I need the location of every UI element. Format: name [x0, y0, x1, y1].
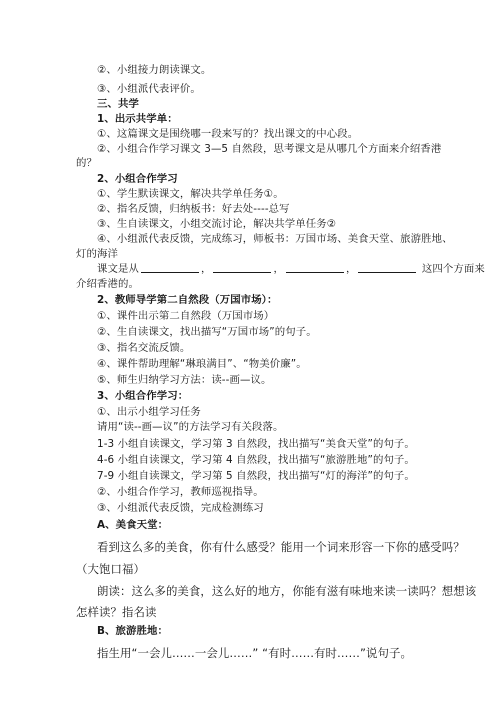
text-line: 1-3 小组自读课文，学习第 3 自然段，找出描写“美食天堂”的句子。	[97, 438, 415, 450]
text-line: ②、小组接力朗读课文。	[97, 64, 212, 76]
text-fragment: 课文是从	[97, 263, 139, 275]
subsection-heading: 2、小组合作学习	[97, 173, 178, 185]
subsection-heading: B、旅游胜地：	[97, 625, 168, 637]
text-fragment: 这四个方面来	[421, 263, 485, 275]
subsection-heading: 3、小组合作学习：	[97, 390, 189, 402]
text-line: ①、课件出示第二自然段（万国市场）	[97, 310, 275, 322]
section-heading: 三、共学	[97, 98, 139, 110]
subsection-heading: 1、出示共学单：	[97, 113, 178, 125]
text-line: 7-9 小组自读课文，学习第 5 自然段，找出描写“灯的海洋”的句子。	[97, 470, 415, 482]
text-line: ②、生自读课文，找出描写“万国市场”的句子。	[97, 326, 317, 338]
blank-1	[141, 262, 199, 273]
subsection-heading: A、美食天堂：	[97, 519, 169, 531]
text-line: ③、指名交流反馈。	[97, 342, 191, 354]
text-line: ⑤、师生归纳学习方法：读--画—议。	[97, 374, 272, 386]
text-line: ④、小组派代表反馈，完成练习，师板书：万国市场、美食天堂、旅游胜地、	[97, 233, 453, 245]
blank-2	[213, 262, 271, 273]
text-line: 灯的海洋	[76, 248, 118, 260]
text-line: ①、学生默读课文，解决共学单任务①。	[97, 188, 284, 200]
text-line: ③、生自读课文，小组交流讨论，解决共学单任务②	[97, 218, 337, 230]
fill-in-blank-line: 课文是从 ， ， ， 这四个方面来	[97, 263, 485, 275]
text-line: ①、出示小组学习任务	[97, 406, 201, 418]
text-line: ②、小组合作学习，教师巡视指导。	[97, 486, 264, 498]
text-line: 看到这么多的美食，你有什么感受？能用一个词来形容一下你的感受吗？	[97, 540, 465, 554]
text-line: ②、指名反馈，归纳板书：好去处----总写	[97, 203, 290, 215]
subsection-heading: 2、教师导学第二自然段（万国市场）：	[97, 294, 278, 306]
text-line: 的？	[76, 157, 97, 169]
text-line: ②、小组合作学习课文 3—5 自然段，思考课文是从哪几个方面来介绍香港	[97, 143, 442, 155]
blank-3	[286, 262, 344, 273]
text-line: ③、小组派代表反馈，完成检测练习	[97, 502, 264, 514]
text-line: ③、小组派代表评价。	[97, 83, 201, 95]
text-line: 朗读：这么多的美食，这么好的地方，你能有滋有味地来读一读吗？想想该	[97, 584, 477, 598]
text-line: 4-6 小组自读课文，学习第 4 自然段，找出描写“旅游胜地”的句子。	[97, 454, 415, 466]
text-line: 指生用“一会儿……一会儿……” “有时……有时……”说句子。	[97, 646, 412, 660]
text-line: （大饱口福）	[76, 562, 145, 576]
text-line: 介绍香港的。	[76, 278, 139, 290]
blank-4	[358, 262, 416, 273]
text-line: ④、课件帮助理解“琳琅满目”、“物美价廉”。	[97, 358, 307, 370]
text-line: 怎样读？指名读	[76, 605, 157, 619]
text-line: ①、这篇课文是围绕哪一段来写的？找出课文的中心段。	[97, 128, 359, 140]
text-line: 请用“读--画—议”的方法学习有关段落。	[97, 421, 284, 433]
